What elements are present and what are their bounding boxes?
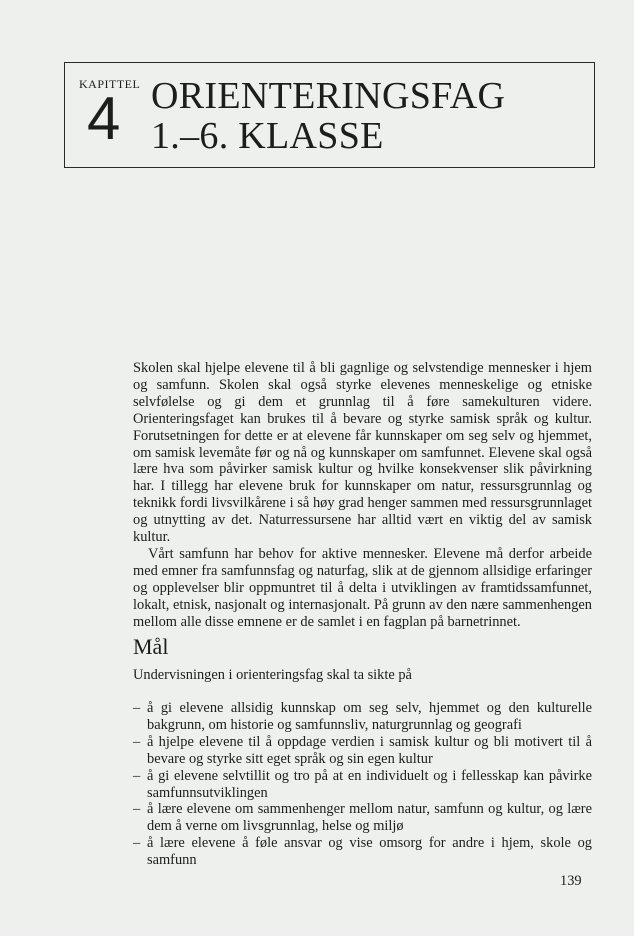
- list-item: [133, 801, 592, 835]
- chapter-title-line2: 1.–6. KLASSE: [151, 115, 384, 157]
- body-paragraph-1: Skolen skal hjelpe elevene til å bli gagnlige og selvstendige mennesker i hjem og samfunn. Skolen skal også styrke elevenes menneskelige og etniske selvfølelse og gi dem et grunnlag til å føre samekulturen videre. Orienteringsfaget kan brukes til å bevare og styrke samisk språk og kultur. Forutsetningen for dette er at elevene får kunnskaper om seg selv og hjemmet, om samisk levemåte før og nå og kunnskaper om samfunnet. Elevene skal også lære hva som påvirker samisk kultur og hvilke konsekvenser slik påvirkning har. I tillegg har elevene bruk for kunnskaper om natur, ressursgrunnlag og teknikk fordi livsvilkårene i så høy grad henger sammen med ressursgrunnlaget og utnytting av det. Naturressursene har alltid vært en viktig del av samisk kultur.: [133, 360, 592, 546]
- list-item: [133, 700, 592, 734]
- section-intro: Undervisningen i orienteringsfag skal ta sikte på: [133, 667, 412, 683]
- bullet-dash: –: [133, 835, 141, 852]
- bullet-dash: –: [133, 767, 141, 784]
- list-item-text: å lære elevene om sammenhenger mellom natur, samfunn og kultur, og lære dem å verne om livsgrunnlag, helse og miljø: [147, 801, 592, 835]
- chapter-title-line1: ORIENTERINGSFAG: [151, 75, 506, 117]
- list-item-text: å gi elevene selvtillit og tro på at en individuelt og i fellesskap kan påvirke samfunnsutviklingen: [147, 767, 592, 801]
- chapter-number: 4: [87, 85, 121, 152]
- goals-list: [133, 700, 592, 869]
- list-item: [133, 835, 592, 869]
- page-number: 139: [560, 873, 582, 889]
- list-item-text: å lære elevene å føle ansvar og vise omsorg for andre i hjem, skole og samfunn: [147, 835, 592, 869]
- section-heading: Mål: [133, 634, 169, 659]
- chapter-label: KAPITTEL: [79, 77, 141, 91]
- bullet-dash: –: [133, 733, 141, 750]
- list-item: [133, 734, 592, 768]
- bullet-dash: –: [133, 801, 141, 818]
- chapter-header-box: [64, 62, 595, 168]
- body-text: [133, 360, 592, 631]
- list-item-text: å gi elevene allsidig kunnskap om seg selv, hjemmet og den kulturelle bakgrunn, om historie og samfunnsliv, naturgrunnlag og geografi: [147, 700, 592, 733]
- list-item-text: å hjelpe elevene til å oppdage verdien i samisk kultur og bli motivert til å bevare og styrke sitt eget språk og sin egen kultur: [147, 733, 592, 767]
- bullet-dash: –: [133, 700, 141, 716]
- body-paragraph-2: Vårt samfunn har behov for aktive mennesker. Elevene må derfor arbeide med emner fra samfunnsfag og naturfag, slik at de gjennom allsidige erfaringer og opplevelser blir oppmuntret til å delta i utviklingen av framtidssamfunnet, lokalt, etnisk, nasjonalt og internasjonalt. På grunn av den nære sammenhengen mellom alle disse emnene er de samlet i en fagplan på barnetrinnet.: [133, 545, 592, 630]
- list-item: [133, 768, 592, 802]
